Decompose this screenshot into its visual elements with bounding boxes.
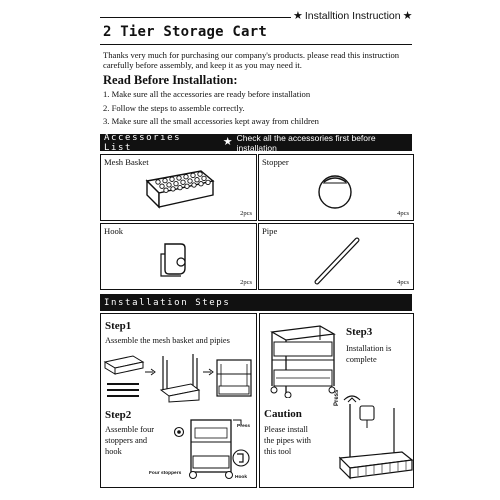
step2-hook-label: Hook [235, 475, 247, 480]
step3-text-line: Installation is [346, 344, 392, 353]
caution-text-line: Please install [264, 425, 308, 434]
accessory-name: Stopper [262, 157, 289, 167]
star-icon: ★ [222, 136, 233, 148]
step3-text-line: complete [346, 355, 377, 364]
document-title: 2 Tier Storage Cart [103, 24, 267, 40]
installation-steps-bar [100, 294, 412, 311]
caution-text-line: the pipes with [264, 436, 311, 445]
caution-press-label: Press [334, 389, 340, 406]
accessory-cell-mesh-basket [100, 154, 257, 221]
step1-title: Step1 [105, 320, 132, 332]
accessory-name: Mesh Basket [104, 157, 149, 167]
accessory-cell-pipe [258, 223, 414, 290]
read-before-heading: Read Before Installation: [103, 73, 238, 87]
accessories-bar-label: Accessories List [104, 132, 182, 153]
accessory-name: Hook [104, 226, 124, 236]
step2-stoppers-label: Four stoppers [149, 471, 182, 476]
step2-press-label: Press [237, 424, 251, 429]
step2-illustration [171, 412, 255, 484]
accessory-cell-hook [100, 223, 257, 290]
caution-text-line: this tool [264, 447, 292, 456]
accessory-qty: 2pcs [240, 210, 252, 217]
step1-illustration [103, 350, 255, 404]
accessories-grid [100, 154, 414, 291]
pipe-icon [309, 232, 365, 288]
accessories-note-text: Check all the accessories first before installation [236, 132, 376, 153]
step1-text: Assemble the mesh basket and pipies [105, 336, 230, 345]
read-before-item: 1. Make sure all the accessories are ready before installation [103, 89, 311, 99]
step3-title: Step3 [346, 326, 373, 338]
step2-text-line: hook [105, 447, 122, 456]
caution-illustration [330, 388, 414, 486]
read-before-list [103, 88, 413, 129]
steps-panel-left [100, 313, 257, 488]
hook-icon [159, 240, 193, 280]
accessory-name: Pipe [262, 226, 278, 236]
step2-text-line: stoppers and [105, 436, 148, 445]
mesh-basket-icon [141, 167, 217, 211]
step2-text-line: Assemble four [105, 425, 155, 434]
accessories-list-bar [100, 134, 412, 151]
read-before-item: 3. Make sure all the small accessories kept away from children [103, 116, 319, 126]
intro-paragraph: Thanks very much for purchasing our company's products. please read this instruction carefully before assembly, and keep it as you may need it. [103, 50, 400, 70]
instruction-ribbon [291, 10, 414, 22]
read-before-item: 2. Follow the steps to assemble correctly. [103, 102, 245, 113]
star-icon: ★ [293, 9, 303, 22]
title-rule [100, 44, 412, 45]
step2-title: Step2 [105, 409, 132, 421]
accessory-cell-stopper [258, 154, 414, 221]
ribbon-text: Installtion Instruction [304, 10, 401, 22]
accessory-qty: 2pcs [240, 279, 252, 286]
caution-title: Caution [264, 408, 302, 420]
step3-illustration [266, 322, 340, 398]
steps-panel-right [259, 313, 414, 488]
star-icon: ★ [402, 9, 413, 22]
stopper-icon [315, 171, 355, 211]
accessory-qty: 4pcs [397, 210, 409, 217]
accessory-qty: 4pcs [397, 279, 409, 286]
accessories-bar-note [223, 133, 412, 153]
steps-bar-label: Installation Steps [104, 297, 231, 308]
